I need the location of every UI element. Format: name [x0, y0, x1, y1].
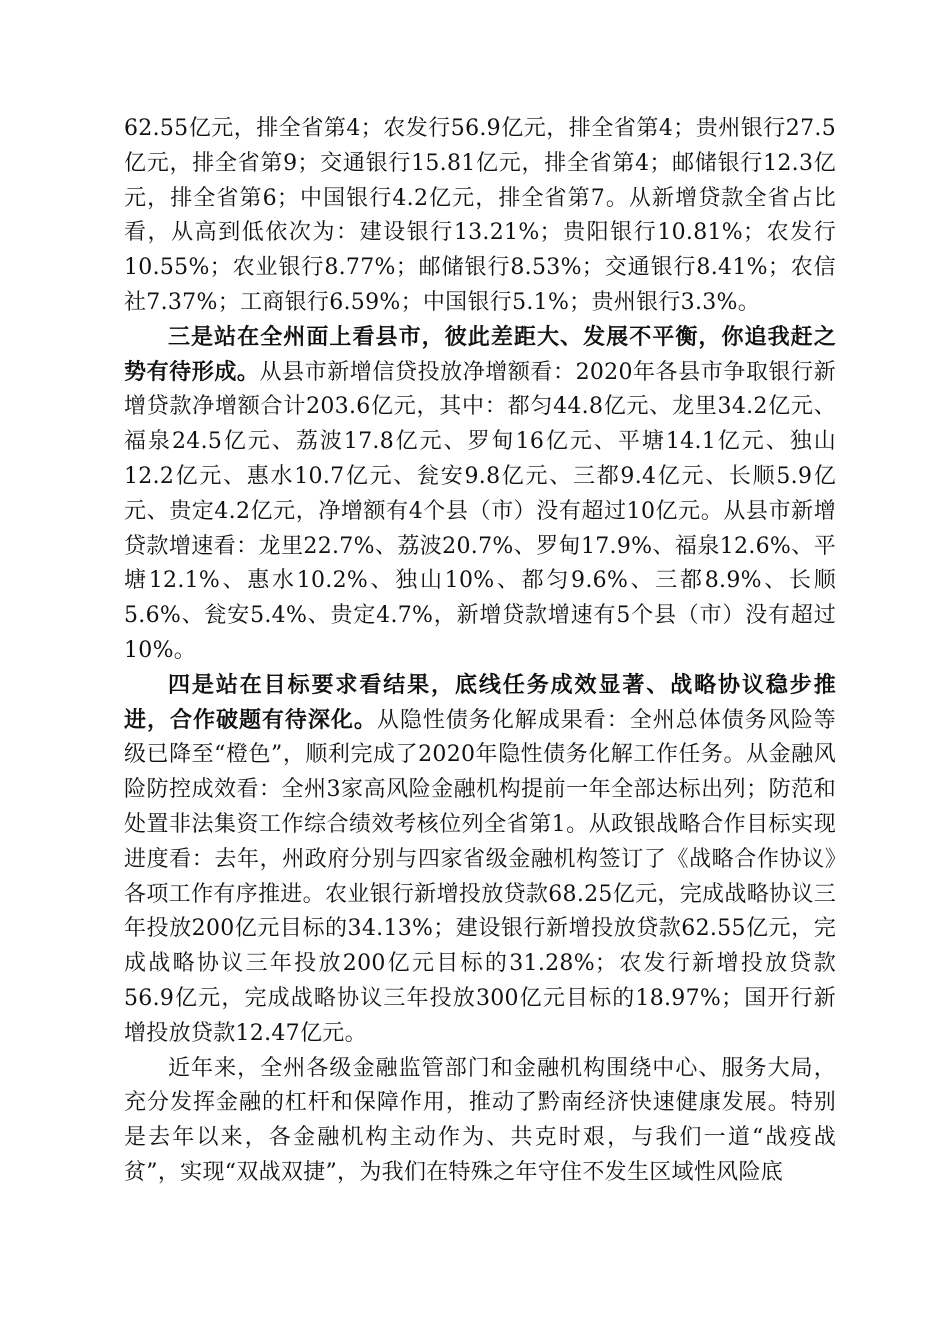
paragraph-text: 62.55亿元，排全省第4；农发行56.9亿元，排全省第4；贵州银行27.5亿元，排全省第9；交通银行15.81亿元，排全省第4；邮储银行12.3亿元，排全省第6；中国银行4.2亿元，排全省第7。从新增贷款全省占比看，从高到低依次为：建设银行13.21%；贵阳银行10.81%；农发行10.55%；农业银行8.77%；邮储银行8.53%；交通银行8.41%；农信社7.37%；工商银行6.59%；中国银行5.1%；贵州银行3.3%。 — [124, 116, 836, 315]
paragraph-bank-rankings — [124, 112, 836, 321]
paragraph-lead: 三是站在全州面上看县市，彼此差距大、发展不平衡，你追我赶之势有待形成。 — [124, 324, 836, 385]
paragraph-text: 从隐性债务化解成果看：全州总体债务风险等级已降至“橙色”，顺利完成了2020年隐性债务化解工作任务。从金融风险防控成效看：全州3家高风险金融机构提前一年全部达标出列；防范和处置非法集资工作综合绩效考核位列全省第1。从政银战略合作目标实现进度看：去年，州政府分别与四家省级金融机构签订了《战略合作协议》各项工作有序推进。农业银行新增投放贷款68.25亿元，完成战略协议三年投放200亿元目标的34.13%；建设银行新增投放贷款62.55亿元，完成战略协议三年投放200亿元目标的31.28%；农发行新增投放贷款56.9亿元，完成战略协议三年投放300亿元目标的18.97%；国开行新增投放贷款12.47亿元。 — [124, 707, 836, 1046]
document-body — [124, 112, 836, 1191]
paragraph-lead: 四是站在目标要求看结果，底线任务成效显著、战略协议稳步推进，合作破题有待深化。 — [124, 672, 836, 733]
paragraph-text: 近年来，全州各级金融监管部门和金融机构围绕中心、服务大局，充分发挥金融的杠杆和保障作用，推动了黔南经济快速健康发展。特别是去年以来，各金融机构主动作为、共克时艰，与我们一道“战疫战贫”，实现“双战双捷”，为我们在特殊之年守住不发生区域性风险底 — [124, 1055, 836, 1185]
paragraph-recent-years — [124, 1052, 836, 1191]
paragraph-target-results — [124, 669, 836, 1052]
paragraph-county-gap — [124, 321, 836, 669]
paragraph-text: 从县市新增信贷投放净增额看：2020年各县市争取银行新增贷款净增额合计203.6亿元，其中：都匀44.8亿元、龙里34.2亿元、福泉24.5亿元、荔波17.8亿元、罗甸16亿元、平塘14.1亿元、独山12.2亿元、惠水10.7亿元、瓮安9.8亿元、三都9.4亿元、长顺5.9亿元、贵定4.2亿元，净增额有4个县（市）没有超过10亿元。从县市新增贷款增速看：龙里22.7%、荔波20.7%、罗甸17.9%、福泉12.6%、平塘12.1%、惠水10.2%、独山10%、都匀9.6%、三都8.9%、长顺5.6%、瓮安5.4%、贵定4.7%，新增贷款增速有5个县（市）没有超过10%。 — [124, 359, 836, 663]
